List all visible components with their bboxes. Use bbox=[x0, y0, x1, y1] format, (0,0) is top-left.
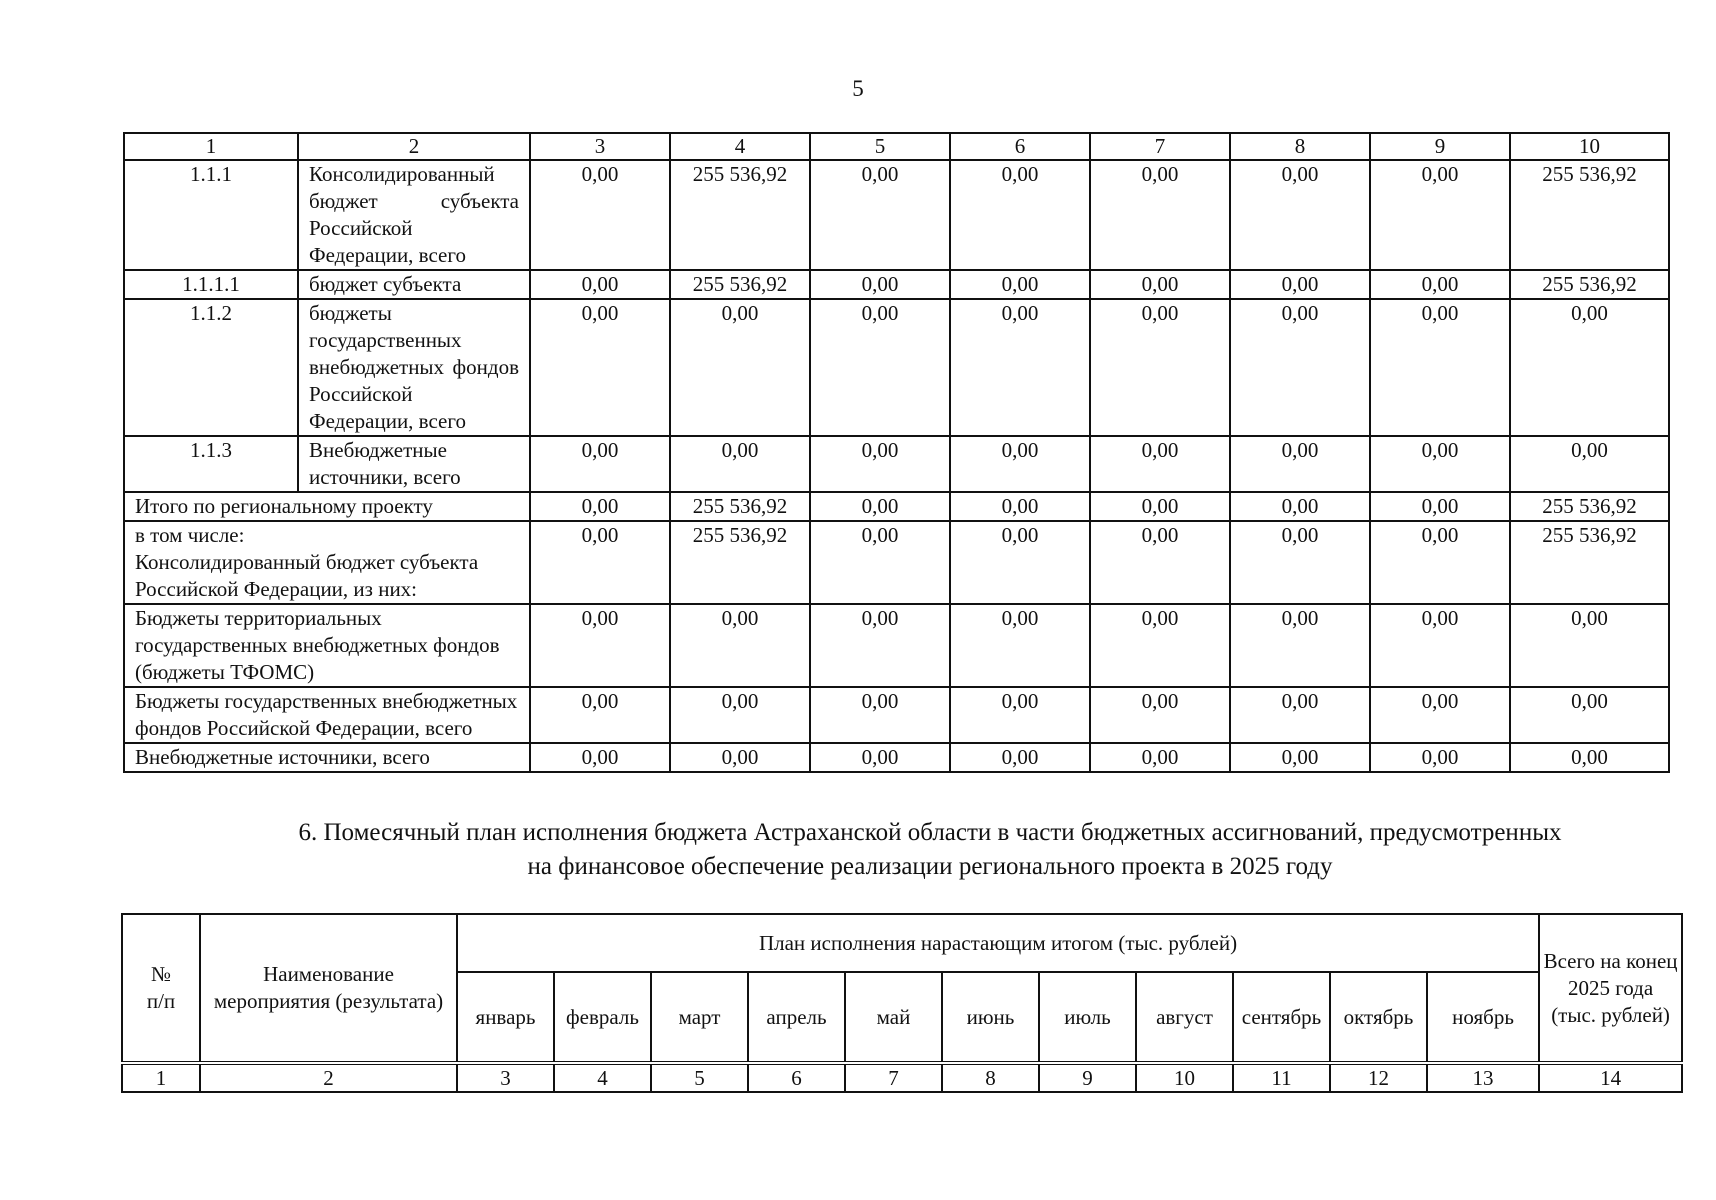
summary-label: Внебюджетные источники, всего bbox=[124, 743, 530, 772]
value-cell: 0,00 bbox=[950, 687, 1090, 743]
summary-label: Итого по региональному проекту bbox=[124, 492, 530, 521]
summary-label: в том числе: Консолидированный бюджет субъекта Российской Федерации, из них: bbox=[124, 521, 530, 604]
column-number: 10 bbox=[1510, 133, 1669, 160]
value-cell: 0,00 bbox=[810, 687, 950, 743]
value-cell: 0,00 bbox=[950, 270, 1090, 299]
column-number: 6 bbox=[950, 133, 1090, 160]
value-cell: 255 536,92 bbox=[670, 521, 810, 604]
row-name: бюджеты государственных внебюджетных фондов Российской Федерации, всего bbox=[298, 299, 530, 436]
value-cell: 0,00 bbox=[530, 687, 670, 743]
month-header: май bbox=[845, 972, 942, 1063]
value-cell: 0,00 bbox=[1370, 492, 1510, 521]
value-cell: 0,00 bbox=[950, 604, 1090, 687]
column-number: 6 bbox=[748, 1063, 845, 1092]
value-cell: 0,00 bbox=[1090, 687, 1230, 743]
value-cell: 0,00 bbox=[950, 436, 1090, 492]
plan-header: План исполнения нарастающим итогом (тыс. рублей) bbox=[457, 914, 1539, 972]
value-cell: 0,00 bbox=[1230, 160, 1370, 270]
column-number: 8 bbox=[942, 1063, 1039, 1092]
column-number: 3 bbox=[457, 1063, 554, 1092]
table-row bbox=[124, 160, 1669, 270]
value-cell: 0,00 bbox=[1230, 270, 1370, 299]
value-cell: 0,00 bbox=[1090, 160, 1230, 270]
row-name: Консолидированный бюджет субъекта Российской Федерации, всего bbox=[298, 160, 530, 270]
value-cell: 0,00 bbox=[810, 436, 950, 492]
monthly-plan-table bbox=[121, 913, 1683, 1093]
month-header: июнь bbox=[942, 972, 1039, 1063]
value-cell: 0,00 bbox=[1090, 436, 1230, 492]
table-row bbox=[124, 436, 1669, 492]
column-number: 14 bbox=[1539, 1063, 1682, 1092]
row-code: 1.1.1.1 bbox=[124, 270, 298, 299]
value-cell: 0,00 bbox=[1230, 687, 1370, 743]
value-cell: 0,00 bbox=[530, 521, 670, 604]
page-number: 5 bbox=[852, 76, 864, 101]
month-header: август bbox=[1136, 972, 1233, 1063]
summary-label: Бюджеты территориальных государственных внебюджетных фондов (бюджеты ТФОМС) bbox=[124, 604, 530, 687]
column-number: 2 bbox=[298, 133, 530, 160]
value-cell: 0,00 bbox=[670, 436, 810, 492]
value-cell: 0,00 bbox=[1510, 299, 1669, 436]
value-cell: 0,00 bbox=[950, 160, 1090, 270]
value-cell: 0,00 bbox=[1370, 299, 1510, 436]
value-cell: 0,00 bbox=[810, 492, 950, 521]
value-cell: 0,00 bbox=[1090, 299, 1230, 436]
value-cell: 0,00 bbox=[670, 299, 810, 436]
value-cell: 255 536,92 bbox=[1510, 492, 1669, 521]
value-cell: 0,00 bbox=[1090, 492, 1230, 521]
column-number: 11 bbox=[1233, 1063, 1330, 1092]
value-cell: 0,00 bbox=[810, 270, 950, 299]
value-cell: 0,00 bbox=[810, 604, 950, 687]
summary-row bbox=[124, 521, 1669, 604]
value-cell: 255 536,92 bbox=[1510, 160, 1669, 270]
month-header: июль bbox=[1039, 972, 1136, 1063]
table-row bbox=[124, 299, 1669, 436]
column-numbers-row bbox=[122, 1063, 1682, 1092]
column-number: 8 bbox=[1230, 133, 1370, 160]
name-column-header: Наименование мероприятия (результата) bbox=[200, 914, 457, 1063]
column-number: 1 bbox=[122, 1063, 200, 1092]
value-cell: 0,00 bbox=[1510, 743, 1669, 772]
number-column-header: № п/п bbox=[122, 914, 200, 1063]
section-6-heading bbox=[190, 816, 1670, 884]
row-code: 1.1.1 bbox=[124, 160, 298, 270]
value-cell: 0,00 bbox=[530, 604, 670, 687]
month-header: октябрь bbox=[1330, 972, 1427, 1063]
section-6-title-line2: на финансовое обеспечение реализации регионального проекта в 2025 году bbox=[527, 853, 1333, 880]
column-number: 4 bbox=[670, 133, 810, 160]
value-cell: 0,00 bbox=[810, 160, 950, 270]
month-header: январь bbox=[457, 972, 554, 1063]
value-cell: 0,00 bbox=[1230, 521, 1370, 604]
value-cell: 0,00 bbox=[1370, 604, 1510, 687]
column-number: 12 bbox=[1330, 1063, 1427, 1092]
value-cell: 0,00 bbox=[810, 743, 950, 772]
value-cell: 0,00 bbox=[1090, 521, 1230, 604]
value-cell: 0,00 bbox=[950, 299, 1090, 436]
value-cell: 0,00 bbox=[1230, 299, 1370, 436]
value-cell: 0,00 bbox=[1090, 604, 1230, 687]
value-cell: 255 536,92 bbox=[670, 492, 810, 521]
value-cell: 255 536,92 bbox=[670, 270, 810, 299]
value-cell: 0,00 bbox=[1510, 436, 1669, 492]
value-cell: 0,00 bbox=[950, 492, 1090, 521]
month-header: сентябрь bbox=[1233, 972, 1330, 1063]
value-cell: 0,00 bbox=[1370, 160, 1510, 270]
month-header: февраль bbox=[554, 972, 651, 1063]
summary-row bbox=[124, 492, 1669, 521]
column-number: 7 bbox=[1090, 133, 1230, 160]
value-cell: 0,00 bbox=[530, 436, 670, 492]
summary-row bbox=[124, 687, 1669, 743]
summary-row bbox=[124, 743, 1669, 772]
table-header-row bbox=[124, 133, 1669, 160]
summary-label: Бюджеты государственных внебюджетных фондов Российской Федерации, всего bbox=[124, 687, 530, 743]
column-number: 7 bbox=[845, 1063, 942, 1092]
column-number: 9 bbox=[1370, 133, 1510, 160]
value-cell: 0,00 bbox=[530, 492, 670, 521]
month-header: март bbox=[651, 972, 748, 1063]
row-name: бюджет субъекта bbox=[298, 270, 530, 299]
column-number: 10 bbox=[1136, 1063, 1233, 1092]
value-cell: 0,00 bbox=[1090, 270, 1230, 299]
value-cell: 0,00 bbox=[1230, 743, 1370, 772]
budget-sources-table-body bbox=[124, 133, 1669, 772]
table-row bbox=[124, 270, 1669, 299]
column-number: 5 bbox=[651, 1063, 748, 1092]
value-cell: 255 536,92 bbox=[670, 160, 810, 270]
month-header: апрель bbox=[748, 972, 845, 1063]
monthly-plan-header-row bbox=[122, 914, 1682, 972]
row-code: 1.1.2 bbox=[124, 299, 298, 436]
value-cell: 0,00 bbox=[530, 160, 670, 270]
value-cell: 0,00 bbox=[950, 521, 1090, 604]
column-number: 3 bbox=[530, 133, 670, 160]
value-cell: 0,00 bbox=[1370, 743, 1510, 772]
month-header: ноябрь bbox=[1427, 972, 1539, 1063]
column-number: 9 bbox=[1039, 1063, 1136, 1092]
value-cell: 0,00 bbox=[1510, 604, 1669, 687]
value-cell: 0,00 bbox=[1230, 436, 1370, 492]
column-number: 4 bbox=[554, 1063, 651, 1092]
row-code: 1.1.3 bbox=[124, 436, 298, 492]
value-cell: 0,00 bbox=[530, 743, 670, 772]
column-number: 5 bbox=[810, 133, 950, 160]
value-cell: 0,00 bbox=[670, 687, 810, 743]
value-cell: 0,00 bbox=[670, 604, 810, 687]
value-cell: 0,00 bbox=[1370, 270, 1510, 299]
value-cell: 0,00 bbox=[1230, 604, 1370, 687]
value-cell: 0,00 bbox=[810, 521, 950, 604]
summary-row bbox=[124, 604, 1669, 687]
column-number: 13 bbox=[1427, 1063, 1539, 1092]
section-6-title-line1: 6. Помесячный план исполнения бюджета Астраханской области в части бюджетных ассигнований, предусмотренных bbox=[298, 819, 1562, 846]
value-cell: 0,00 bbox=[1230, 492, 1370, 521]
value-cell: 0,00 bbox=[530, 299, 670, 436]
value-cell: 0,00 bbox=[950, 743, 1090, 772]
row-name: Внебюджетные источники, всего bbox=[298, 436, 530, 492]
value-cell: 0,00 bbox=[670, 743, 810, 772]
column-number: 1 bbox=[124, 133, 298, 160]
value-cell: 0,00 bbox=[1370, 436, 1510, 492]
value-cell: 0,00 bbox=[1370, 521, 1510, 604]
value-cell: 0,00 bbox=[1510, 687, 1669, 743]
value-cell: 255 536,92 bbox=[1510, 270, 1669, 299]
value-cell: 255 536,92 bbox=[1510, 521, 1669, 604]
budget-sources-table bbox=[123, 132, 1670, 773]
total-column-header: Всего на конец 2025 года (тыс. рублей) bbox=[1539, 914, 1682, 1063]
column-number: 2 bbox=[200, 1063, 457, 1092]
value-cell: 0,00 bbox=[1090, 743, 1230, 772]
value-cell: 0,00 bbox=[530, 270, 670, 299]
value-cell: 0,00 bbox=[810, 299, 950, 436]
value-cell: 0,00 bbox=[1370, 687, 1510, 743]
